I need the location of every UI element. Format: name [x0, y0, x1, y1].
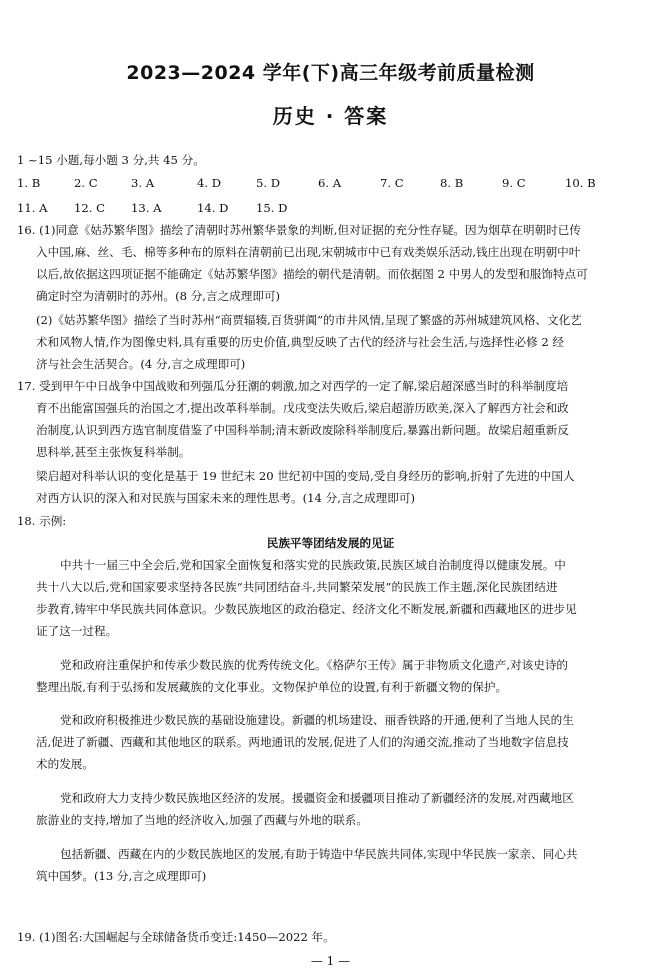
paragraph-line: (2)《姑苏繁华图》描绘了当时苏州“商贾辐辏,百货骈阗”的市井风情,呈现了繁盛的苏州城建筑风格、文化艺: [36, 313, 582, 327]
paragraph-line: 确定时空为清朝时的苏州。(8 分,言之成理即可): [36, 289, 281, 303]
paragraph-line: 整理出版,有利于弘扬和发展藏族的文化事业。文物保护单位的设置,有利于新疆文物的保护。: [36, 680, 508, 694]
paragraph-line: 入中国,麻、丝、毛、棉等多种布的原料在清朝前已出现,宋朝城市中已有戏类娱乐活动,钱庄出现在明朝中叶: [36, 245, 581, 259]
paragraph-line: 育不出能富国强兵的治国之才,提出改革科举制。戊戌变法失败后,梁启超游历欧美,深入了解西方社会和政: [36, 401, 569, 415]
question-19: 19. (1)图名:大国崛起与全球储备货币变迁:1450—2022 年。: [17, 930, 335, 944]
mc-answer: 5. D: [256, 176, 281, 190]
paragraph-line: 党和政府注重保护和传承少数民族的优秀传统文化。《格萨尔王传》属于非物质文化遗产,对该史诗的: [60, 658, 569, 672]
mc-answer: 2. C: [74, 176, 98, 190]
mc-answer: 14. D: [197, 201, 229, 215]
paragraph-line: 16. (1)同意《姑苏繁华图》描绘了清朝时苏州繁华景象的判断,但对证据的充分性存疑。因为烟草在明朝时已传: [17, 223, 581, 237]
page-number: — 1 —: [310, 954, 351, 968]
paragraph-line: 包括新疆、西藏在内的少数民族地区的发展,有助于铸造中华民族共同体,实现中华民族一家亲、同心共: [60, 847, 578, 861]
paragraph-line: 以后,故依据这四项证据不能确定《姑苏繁华图》描绘的朝代是清朝。而依据图 2 中男人的发型和服饰特点可: [36, 267, 588, 281]
paragraph-line: 旅游业的支持,增加了当地的经济收入,加强了西藏与外地的联系。: [36, 813, 368, 827]
mc-answer: 4. D: [197, 176, 222, 190]
paragraph-line: 共十八大以后,党和国家要求坚持各民族“共同团结奋斗,共同繁荣发展”的民族工作主题,深化民族团结进: [36, 580, 558, 594]
essay-title: 民族平等团结发展的见证: [266, 536, 395, 550]
page-title: 2023—2024 学年(下)高三年级考前质量检测: [126, 62, 535, 84]
paragraph-line: 17. 受到甲午中日战争中国战败和列强瓜分狂潮的刺激,加之对西学的一定了解,梁启超深感当时的科举制度培: [17, 379, 569, 393]
mc-intro: 1 ~15 小题,每小题 3 分,共 45 分。: [17, 153, 205, 167]
paragraph-line: 证了这一过程。: [36, 624, 118, 638]
mc-answer: 3. A: [131, 176, 155, 190]
question-label: 18. 示例:: [17, 514, 67, 528]
paragraph-line: 术和风物人情,作为图像史料,具有重要的历史价值,典型反映了古代的经济与社会生活,与选择性必修 2 经: [36, 335, 565, 349]
paragraph-line: 对西方认识的深入和对民族与国家未来的理性思考。(14 分,言之成理即可): [36, 491, 415, 505]
mc-answer: 8. B: [440, 176, 464, 190]
mc-answer: 15. D: [256, 201, 288, 215]
paragraph-line: 筑中国梦。(13 分,言之成理即可): [36, 869, 207, 883]
mc-answers-row-1: [17, 175, 647, 191]
paragraph-line: 党和政府大力支持少数民族地区经济的发展。援疆资金和援疆项目推动了新疆经济的发展,对西藏地区: [60, 791, 574, 805]
paragraph-line: 思科举,甚至主张恢复科举制。: [36, 445, 191, 459]
paragraph-line: 术的发展。: [36, 757, 94, 771]
mc-answer: 11. A: [17, 201, 48, 215]
mc-answers-row-2: [17, 200, 647, 216]
mc-answer: 7. C: [380, 176, 404, 190]
paragraph-line: 梁启超对科举认识的变化是基于 19 世纪末 20 世纪初中国的变局,受自身经历的影响,折射了先进的中国人: [36, 469, 575, 483]
page-subtitle: 历史 · 答案: [272, 104, 389, 128]
mc-answer: 9. C: [502, 176, 526, 190]
mc-answer: 13. A: [131, 201, 162, 215]
paragraph-line: 济与社会生活契合。(4 分,言之成理即可): [36, 357, 246, 371]
mc-answer: 6. A: [318, 176, 342, 190]
mc-answer: 1. B: [17, 176, 41, 190]
paragraph-line: 步教育,铸牢中华民族共同体意识。少数民族地区的政治稳定、经济文化不断发展,新疆和西藏地区的进步见: [36, 602, 577, 616]
paragraph-line: 治制度,认识到西方选官制度借鉴了中国科举制;清末新政废除科举制度后,暴露出新问题。故梁启超重新反: [36, 423, 569, 437]
mc-answer: 10. B: [565, 176, 596, 190]
paragraph-line: 党和政府积极推进少数民族的基础设施建设。新疆的机场建设、丽香铁路的开通,便利了当地人民的生: [60, 713, 574, 727]
paragraph-line: 中共十一届三中全会后,党和国家全面恢复和落实党的民族政策,民族区域自治制度得以健康发展。中: [60, 558, 566, 572]
paragraph-line: 活,促进了新疆、西藏和其他地区的联系。两地通讯的发展,促进了人们的沟通交流,推动了当地数字信息技: [36, 735, 569, 749]
mc-answer: 12. C: [74, 201, 105, 215]
